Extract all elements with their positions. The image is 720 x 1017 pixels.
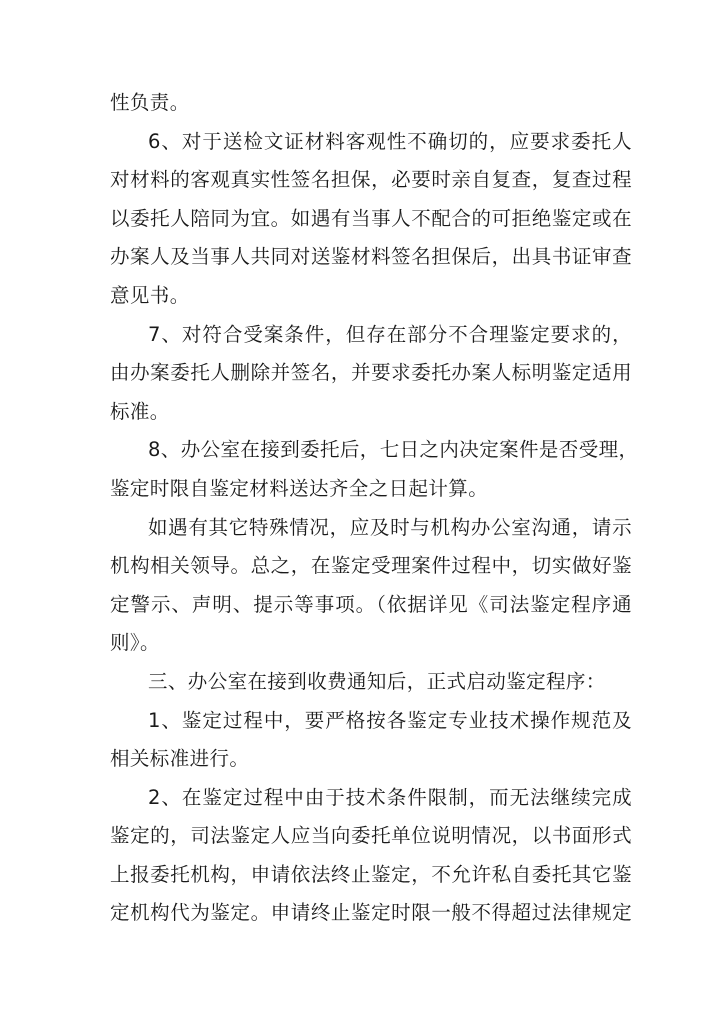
- text-line: 机构相关领导。总之，在鉴定受理案件过程中，切实做好鉴: [110, 554, 632, 578]
- text-line: 定警示、声明、提示等事项。（依据详见《司法鉴定程序通: [110, 592, 632, 616]
- text-line: 对材料的客观真实性签名担保，必要时亲自复查，复查过程: [110, 168, 632, 192]
- text-line: 2、在鉴定过程中由于技术条件限制，而无法继续完成: [148, 785, 632, 809]
- text-line: 标准。: [110, 399, 170, 423]
- text-line: 鉴定时限自鉴定材料送达齐全之日起计算。: [110, 476, 489, 500]
- text-line: 由办案委托人删除并签名，并要求委托办案人标明鉴定适用: [110, 361, 632, 385]
- text-line: 1、鉴定过程中，要严格按各鉴定专业技术操作规范及: [148, 708, 632, 732]
- document-body: [110, 84, 639, 933]
- text-line: 则》。: [110, 631, 160, 655]
- text-line: 相关标准进行。: [110, 747, 250, 771]
- text-line: 8、办公室在接到委托后，七日之内决定案件是否受理，: [148, 438, 639, 462]
- text-line: 三、办公室在接到收费通知后，正式启动鉴定程序：: [148, 669, 606, 693]
- text-line: 7、对符合受案条件，但存在部分不合理鉴定要求的，: [148, 322, 632, 346]
- text-line: 如遇有其它特殊情况，应及时与机构办公室沟通，请示: [148, 515, 632, 539]
- text-line: 定机构代为鉴定。申请终止鉴定时限一般不得超过法律规定: [110, 901, 632, 925]
- text-line: 性负责。: [110, 91, 190, 114]
- text-line: 6、对于送检文证材料客观性不确切的，应要求委托人: [148, 129, 632, 153]
- text-line: 办案人及当事人共同对送鉴材料签名担保后，出具书证审查: [110, 245, 632, 269]
- text-line: 意见书。: [110, 283, 190, 307]
- text-line: 以委托人陪同为宜。如遇有当事人不配合的可拒绝鉴定或在: [110, 206, 632, 230]
- text-line: 鉴定的，司法鉴定人应当向委托单位说明情况，以书面形式: [110, 824, 632, 848]
- text-line: 上报委托机构，申请依法终止鉴定，不允许私自委托其它鉴: [110, 862, 632, 886]
